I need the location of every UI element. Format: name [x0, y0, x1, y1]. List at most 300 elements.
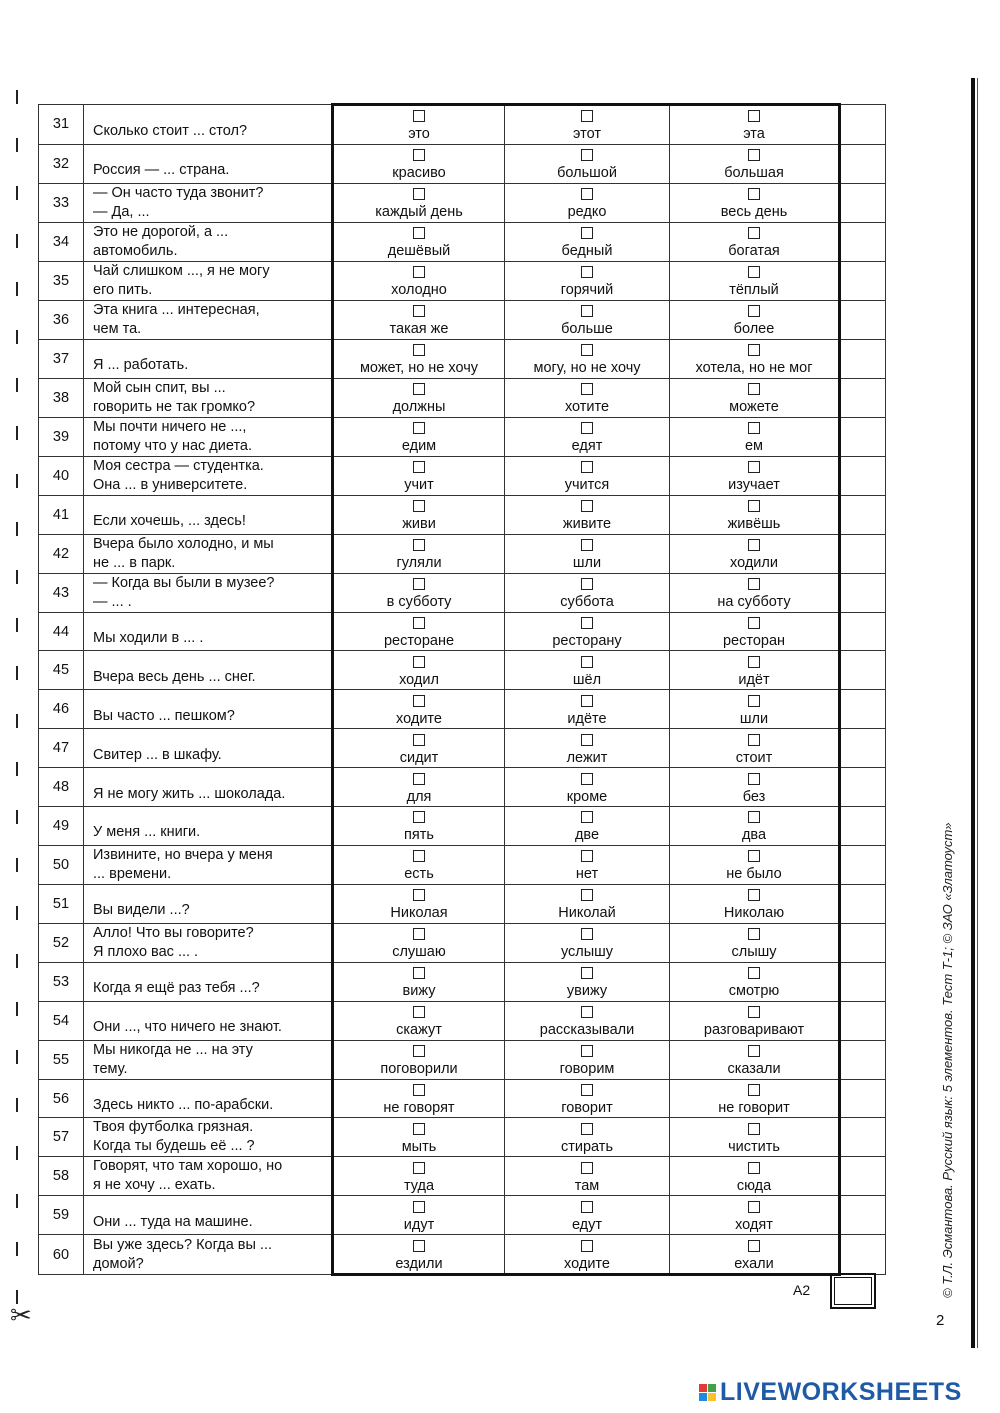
checkbox-icon[interactable]	[413, 1123, 425, 1135]
checkbox-icon[interactable]	[581, 539, 593, 551]
checkbox-icon[interactable]	[413, 1045, 425, 1057]
question-text	[84, 339, 333, 378]
checkbox-icon[interactable]	[581, 383, 593, 395]
checkbox-icon[interactable]	[748, 1162, 760, 1174]
answer-option-a[interactable]	[333, 300, 505, 339]
checkbox-icon[interactable]	[581, 227, 593, 239]
checkbox-icon[interactable]	[581, 188, 593, 200]
answer-label: стирать	[561, 1138, 613, 1155]
answer-option-a[interactable]	[333, 651, 505, 690]
answer-option-b[interactable]	[505, 807, 670, 846]
cut-dash	[16, 1050, 18, 1064]
checkbox-icon[interactable]	[748, 149, 760, 161]
table-row	[39, 573, 886, 612]
answer-option-c[interactable]	[670, 729, 840, 768]
question-number: 52	[39, 923, 84, 962]
checkbox-icon[interactable]	[581, 1045, 593, 1057]
answer-option-c[interactable]	[670, 612, 840, 651]
checkbox-icon[interactable]	[748, 305, 760, 317]
answer-option-a[interactable]	[333, 1157, 505, 1196]
answer-option-b[interactable]	[505, 573, 670, 612]
answer-label: гуляли	[396, 555, 442, 572]
checkbox-icon[interactable]	[748, 889, 760, 901]
checkbox-icon[interactable]	[748, 850, 760, 862]
answer-option-b[interactable]	[505, 1157, 670, 1196]
answer-label: Николаю	[723, 905, 785, 922]
question-line-2: Я плохо вас ... .	[93, 943, 199, 960]
checkbox-icon[interactable]	[413, 383, 425, 395]
checkbox-icon[interactable]	[581, 422, 593, 434]
answer-mark-cell[interactable]	[840, 1157, 886, 1196]
checkbox-icon[interactable]	[748, 734, 760, 746]
answer-option-c[interactable]	[670, 1235, 840, 1275]
table-row	[39, 1235, 886, 1275]
checkbox-icon[interactable]	[748, 539, 760, 551]
checkbox-icon[interactable]	[413, 578, 425, 590]
checkbox-icon[interactable]	[581, 344, 593, 356]
answer-option-a[interactable]	[333, 1079, 505, 1118]
answer-option-a[interactable]	[333, 339, 505, 378]
checkbox-icon[interactable]	[581, 305, 593, 317]
question-line-1: Говорят, что там хорошо, но	[93, 1158, 283, 1175]
question-line-1: У меня ... книги.	[93, 824, 201, 841]
answer-mark-cell[interactable]	[840, 534, 886, 573]
answer-option-b[interactable]	[505, 651, 670, 690]
answer-option-b[interactable]	[505, 768, 670, 807]
answer-option-a[interactable]	[333, 105, 505, 145]
checkbox-icon[interactable]	[413, 967, 425, 979]
answer-option-b[interactable]	[505, 1196, 670, 1235]
table-row	[39, 807, 886, 846]
table-row	[39, 923, 886, 962]
answer-label: живи	[402, 516, 436, 533]
answer-label: большой	[557, 165, 617, 182]
checkbox-icon[interactable]	[413, 422, 425, 434]
answer-mark-cell[interactable]	[840, 183, 886, 222]
logo-text: LIVEWORKSHEETS	[720, 1378, 962, 1406]
cut-dash	[16, 954, 18, 968]
answer-option-a[interactable]	[333, 261, 505, 300]
answer-option-a[interactable]	[333, 222, 505, 261]
checkbox-icon[interactable]	[581, 967, 593, 979]
checkbox-icon[interactable]	[581, 149, 593, 161]
answer-label: слушаю	[392, 944, 446, 961]
answer-option-a[interactable]	[333, 884, 505, 923]
question-number: 32	[39, 144, 84, 183]
answer-option-b[interactable]	[505, 495, 670, 534]
question-text	[84, 768, 333, 807]
checkbox-icon[interactable]	[748, 928, 760, 940]
answer-option-c[interactable]	[670, 884, 840, 923]
checkbox-icon[interactable]	[413, 811, 425, 823]
question-line-1: Эта книга ... интересная,	[93, 301, 260, 318]
question-line-2: я не хочу ... ехать.	[93, 1177, 216, 1194]
checkbox-icon[interactable]	[748, 188, 760, 200]
cut-dash	[16, 474, 18, 488]
answer-option-c[interactable]	[670, 1196, 840, 1235]
question-line-1: Вы видели ...?	[93, 902, 190, 919]
answer-option-b[interactable]	[505, 456, 670, 495]
checkbox-icon[interactable]	[748, 461, 760, 473]
checkbox-icon[interactable]	[413, 1240, 425, 1252]
question-number: 60	[39, 1235, 84, 1275]
checkbox-icon[interactable]	[413, 110, 425, 122]
table-row	[39, 417, 886, 456]
answer-option-c[interactable]	[670, 923, 840, 962]
question-line-1: Сколько стоит ... стол?	[93, 122, 248, 139]
checkbox-icon[interactable]	[413, 149, 425, 161]
checkbox-icon[interactable]	[581, 1084, 593, 1096]
answer-mark-cell[interactable]	[840, 144, 886, 183]
answer-mark-cell[interactable]	[840, 456, 886, 495]
answer-option-a[interactable]	[333, 1118, 505, 1157]
answer-mark-cell[interactable]	[840, 378, 886, 417]
table-row	[39, 300, 886, 339]
checkbox-icon[interactable]	[581, 461, 593, 473]
checkbox-icon[interactable]	[748, 227, 760, 239]
answer-option-c[interactable]	[670, 768, 840, 807]
answer-option-b[interactable]	[505, 845, 670, 884]
answer-option-a[interactable]	[333, 1001, 505, 1040]
answer-label: туда	[403, 1177, 435, 1194]
cut-dash	[16, 906, 18, 920]
checkbox-icon[interactable]	[748, 110, 760, 122]
answer-option-c[interactable]	[670, 1079, 840, 1118]
answer-option-c[interactable]	[670, 456, 840, 495]
cut-dash	[16, 1194, 18, 1208]
answer-option-a[interactable]	[333, 183, 505, 222]
checkbox-icon[interactable]	[413, 889, 425, 901]
answer-mark-cell[interactable]	[840, 923, 886, 962]
answer-label: сюда	[736, 1177, 772, 1194]
checkbox-icon[interactable]	[748, 967, 760, 979]
answer-label: этот	[573, 126, 601, 143]
answer-mark-cell[interactable]	[840, 690, 886, 729]
answer-option-c[interactable]	[670, 651, 840, 690]
checkbox-icon[interactable]	[581, 1240, 593, 1252]
answer-option-b[interactable]	[505, 534, 670, 573]
answer-label: живите	[562, 516, 612, 533]
answer-option-a[interactable]	[333, 534, 505, 573]
answer-mark-cell[interactable]	[840, 807, 886, 846]
answer-mark-cell[interactable]	[840, 339, 886, 378]
question-line-2: тему.	[93, 1060, 128, 1077]
answer-mark-cell[interactable]	[840, 105, 886, 145]
checkbox-icon[interactable]	[413, 1201, 425, 1213]
answer-option-a[interactable]	[333, 378, 505, 417]
answer-label: поговорили	[380, 1061, 458, 1078]
answer-label: разговаривают	[703, 1022, 805, 1039]
answer-label: едут	[571, 1216, 603, 1233]
checkbox-icon[interactable]	[748, 383, 760, 395]
checkbox-icon[interactable]	[748, 695, 760, 707]
answer-option-c[interactable]	[670, 845, 840, 884]
table-row	[39, 1118, 886, 1157]
answer-option-a[interactable]	[333, 1235, 505, 1275]
answer-option-b[interactable]	[505, 729, 670, 768]
answer-label: холодно	[391, 282, 447, 299]
answer-option-c[interactable]	[670, 339, 840, 378]
answer-option-c[interactable]	[670, 378, 840, 417]
checkbox-icon[interactable]	[748, 1240, 760, 1252]
answer-option-b[interactable]	[505, 1235, 670, 1275]
answer-option-c[interactable]	[670, 495, 840, 534]
answer-label: две	[574, 827, 600, 844]
table-row	[39, 1157, 886, 1196]
page-edge-line	[977, 78, 978, 1348]
checkbox-icon[interactable]	[581, 617, 593, 629]
answer-option-c[interactable]	[670, 183, 840, 222]
answer-label: ресторану	[552, 633, 622, 649]
answer-option-b[interactable]	[505, 300, 670, 339]
answer-option-c[interactable]	[670, 1001, 840, 1040]
answer-option-c[interactable]	[670, 1157, 840, 1196]
checkbox-icon[interactable]	[748, 617, 760, 629]
question-line-1: Если хочешь, ... здесь!	[93, 513, 246, 530]
answer-mark-cell[interactable]	[840, 729, 886, 768]
table-row	[39, 884, 886, 923]
answer-option-a[interactable]	[333, 1196, 505, 1235]
answer-option-c[interactable]	[670, 807, 840, 846]
answer-option-c[interactable]	[670, 261, 840, 300]
answer-option-c[interactable]	[670, 300, 840, 339]
answer-option-a[interactable]	[333, 845, 505, 884]
cut-dash	[16, 234, 18, 248]
checkbox-icon[interactable]	[413, 344, 425, 356]
checkbox-icon[interactable]	[413, 461, 425, 473]
question-text	[84, 183, 333, 222]
answer-option-c[interactable]	[670, 222, 840, 261]
answer-mark-cell[interactable]	[840, 1196, 886, 1235]
answer-label: большая	[724, 165, 784, 182]
answer-option-a[interactable]	[333, 962, 505, 1001]
checkbox-icon[interactable]	[748, 500, 760, 512]
answer-label: там	[574, 1177, 600, 1194]
checkbox-icon[interactable]	[413, 617, 425, 629]
answer-label: идут	[403, 1216, 435, 1233]
answer-option-a[interactable]	[333, 144, 505, 183]
answer-option-a[interactable]	[333, 807, 505, 846]
checkbox-icon[interactable]	[748, 422, 760, 434]
answer-mark-cell[interactable]	[840, 1118, 886, 1157]
answer-label: тёплый	[729, 282, 779, 299]
question-text	[84, 923, 333, 962]
answer-option-a[interactable]	[333, 495, 505, 534]
checkbox-icon[interactable]	[748, 1045, 760, 1057]
answer-option-b[interactable]	[505, 962, 670, 1001]
checkbox-icon[interactable]	[581, 1162, 593, 1174]
cut-dash	[16, 570, 18, 584]
question-number: 57	[39, 1118, 84, 1157]
answer-option-a[interactable]	[333, 923, 505, 962]
answer-option-c[interactable]	[670, 573, 840, 612]
answer-option-b[interactable]	[505, 378, 670, 417]
answer-option-c[interactable]	[670, 144, 840, 183]
answer-option-c[interactable]	[670, 417, 840, 456]
cut-dash	[16, 1098, 18, 1112]
checkbox-icon[interactable]	[748, 578, 760, 590]
answer-option-c[interactable]	[670, 690, 840, 729]
question-number: 49	[39, 807, 84, 846]
answer-mark-cell[interactable]	[840, 1001, 886, 1040]
answer-mark-cell[interactable]	[840, 300, 886, 339]
checkbox-icon[interactable]	[413, 734, 425, 746]
answer-option-b[interactable]	[505, 261, 670, 300]
answer-option-b[interactable]	[505, 923, 670, 962]
answer-option-a[interactable]	[333, 690, 505, 729]
answer-mark-cell[interactable]	[840, 261, 886, 300]
checkbox-icon[interactable]	[748, 1084, 760, 1096]
answer-option-a[interactable]	[333, 612, 505, 651]
logo-cube	[699, 1384, 707, 1392]
question-number: 43	[39, 573, 84, 612]
cut-dash	[16, 858, 18, 872]
cut-dash	[16, 666, 18, 680]
question-line-1: Я ... работать.	[93, 357, 189, 374]
answer-label: Николай	[558, 905, 616, 922]
answer-label: есть	[404, 866, 434, 883]
checkbox-icon[interactable]	[413, 266, 425, 278]
checkbox-icon[interactable]	[581, 578, 593, 590]
answer-option-a[interactable]	[333, 1040, 505, 1079]
question-line-2: чем та.	[93, 320, 142, 337]
checkbox-icon[interactable]	[748, 344, 760, 356]
question-line-1: Мы никогда не ... на эту	[93, 1041, 253, 1058]
answer-option-b[interactable]	[505, 417, 670, 456]
answer-mark-cell[interactable]	[840, 884, 886, 923]
answer-option-a[interactable]	[333, 768, 505, 807]
answer-label: сказали	[727, 1061, 781, 1078]
answer-mark-cell[interactable]	[840, 1235, 886, 1275]
answer-option-b[interactable]	[505, 1040, 670, 1079]
checkbox-icon[interactable]	[413, 500, 425, 512]
checkbox-icon[interactable]	[748, 1123, 760, 1135]
answer-option-c[interactable]	[670, 1118, 840, 1157]
checkbox-icon[interactable]	[413, 928, 425, 940]
checkbox-icon[interactable]	[581, 811, 593, 823]
checkbox-icon[interactable]	[581, 695, 593, 707]
checkbox-icon[interactable]	[581, 850, 593, 862]
answer-mark-cell[interactable]	[840, 651, 886, 690]
answer-mark-cell[interactable]	[840, 573, 886, 612]
checkbox-icon[interactable]	[748, 266, 760, 278]
table-row	[39, 378, 886, 417]
answer-mark-cell[interactable]	[840, 845, 886, 884]
answer-option-b[interactable]	[505, 884, 670, 923]
checkbox-icon[interactable]	[581, 110, 593, 122]
question-line-1: Вчера было холодно, и мы	[93, 535, 274, 552]
checkbox-icon[interactable]	[748, 1201, 760, 1213]
checkbox-icon[interactable]	[748, 1006, 760, 1018]
answer-label: эта	[743, 126, 765, 143]
checkbox-icon[interactable]	[413, 305, 425, 317]
answer-label: не говорит	[718, 1100, 790, 1117]
checkbox-icon[interactable]	[748, 811, 760, 823]
checkbox-icon[interactable]	[581, 1201, 593, 1213]
question-line-1: Свитер ... в шкафу.	[93, 746, 222, 763]
answer-mark-cell[interactable]	[840, 222, 886, 261]
checkbox-icon[interactable]	[413, 850, 425, 862]
checkbox-icon[interactable]	[748, 656, 760, 668]
checkbox-icon[interactable]	[413, 1084, 425, 1096]
checkbox-icon[interactable]	[581, 734, 593, 746]
checkbox-icon[interactable]	[413, 188, 425, 200]
answer-option-b[interactable]	[505, 339, 670, 378]
checkbox-icon[interactable]	[748, 773, 760, 785]
answer-option-a[interactable]	[333, 417, 505, 456]
copyright-note: © Т.Л. Эсмантова. Русский язык: 5 элементов. Тест Т-1; © ЗАО «Златоуст»	[940, 822, 955, 1298]
answer-mark-cell[interactable]	[840, 612, 886, 651]
cut-line	[16, 90, 20, 1320]
logo-cube	[708, 1393, 716, 1401]
answer-mark-cell[interactable]	[840, 1079, 886, 1118]
answer-mark-cell[interactable]	[840, 768, 886, 807]
checkbox-icon[interactable]	[413, 773, 425, 785]
answer-option-a[interactable]	[333, 573, 505, 612]
question-number: 39	[39, 417, 84, 456]
answer-option-b[interactable]	[505, 612, 670, 651]
answer-option-b[interactable]	[505, 1001, 670, 1040]
answer-mark-cell[interactable]	[840, 417, 886, 456]
checkbox-icon[interactable]	[413, 539, 425, 551]
answer-option-b[interactable]	[505, 1079, 670, 1118]
answer-option-b[interactable]	[505, 144, 670, 183]
checkbox-icon[interactable]	[581, 773, 593, 785]
answer-mark-cell[interactable]	[840, 962, 886, 1001]
question-line-1: Извините, но вчера у меня	[93, 846, 273, 863]
checkbox-icon[interactable]	[581, 1123, 593, 1135]
answer-label: учит	[404, 477, 434, 494]
checkbox-icon[interactable]	[413, 1162, 425, 1174]
checkbox-icon[interactable]	[581, 656, 593, 668]
answer-label: ходите	[396, 710, 442, 727]
answer-option-b[interactable]	[505, 105, 670, 145]
answer-option-a[interactable]	[333, 456, 505, 495]
checkbox-icon[interactable]	[413, 1006, 425, 1018]
answer-option-c[interactable]	[670, 105, 840, 145]
checkbox-icon[interactable]	[413, 227, 425, 239]
question-line-1: — Он часто туда звонит?	[93, 184, 264, 201]
answer-mark-cell[interactable]	[840, 495, 886, 534]
checkbox-icon[interactable]	[581, 500, 593, 512]
answer-option-a[interactable]	[333, 729, 505, 768]
answer-label: идёте	[567, 710, 607, 727]
checkbox-icon[interactable]	[581, 1006, 593, 1018]
answer-label: сидит	[399, 749, 439, 766]
checkbox-icon[interactable]	[413, 695, 425, 707]
answer-option-b[interactable]	[505, 183, 670, 222]
answer-label: более	[733, 321, 775, 338]
answer-label: мыть	[401, 1138, 437, 1155]
answer-option-b[interactable]	[505, 222, 670, 261]
answer-option-c[interactable]	[670, 534, 840, 573]
answer-option-b[interactable]	[505, 690, 670, 729]
checkbox-icon[interactable]	[413, 656, 425, 668]
question-text	[84, 807, 333, 846]
question-number: 55	[39, 1040, 84, 1079]
answer-label: чистить	[728, 1138, 780, 1155]
score-box[interactable]	[830, 1273, 876, 1309]
answer-option-c[interactable]	[670, 962, 840, 1001]
checkbox-icon[interactable]	[581, 889, 593, 901]
answer-option-c[interactable]	[670, 1040, 840, 1079]
answer-mark-cell[interactable]	[840, 1040, 886, 1079]
table-row	[39, 1040, 886, 1079]
checkbox-icon[interactable]	[581, 266, 593, 278]
checkbox-icon[interactable]	[581, 928, 593, 940]
answer-option-b[interactable]	[505, 1118, 670, 1157]
page-edge-bar	[971, 78, 975, 1348]
